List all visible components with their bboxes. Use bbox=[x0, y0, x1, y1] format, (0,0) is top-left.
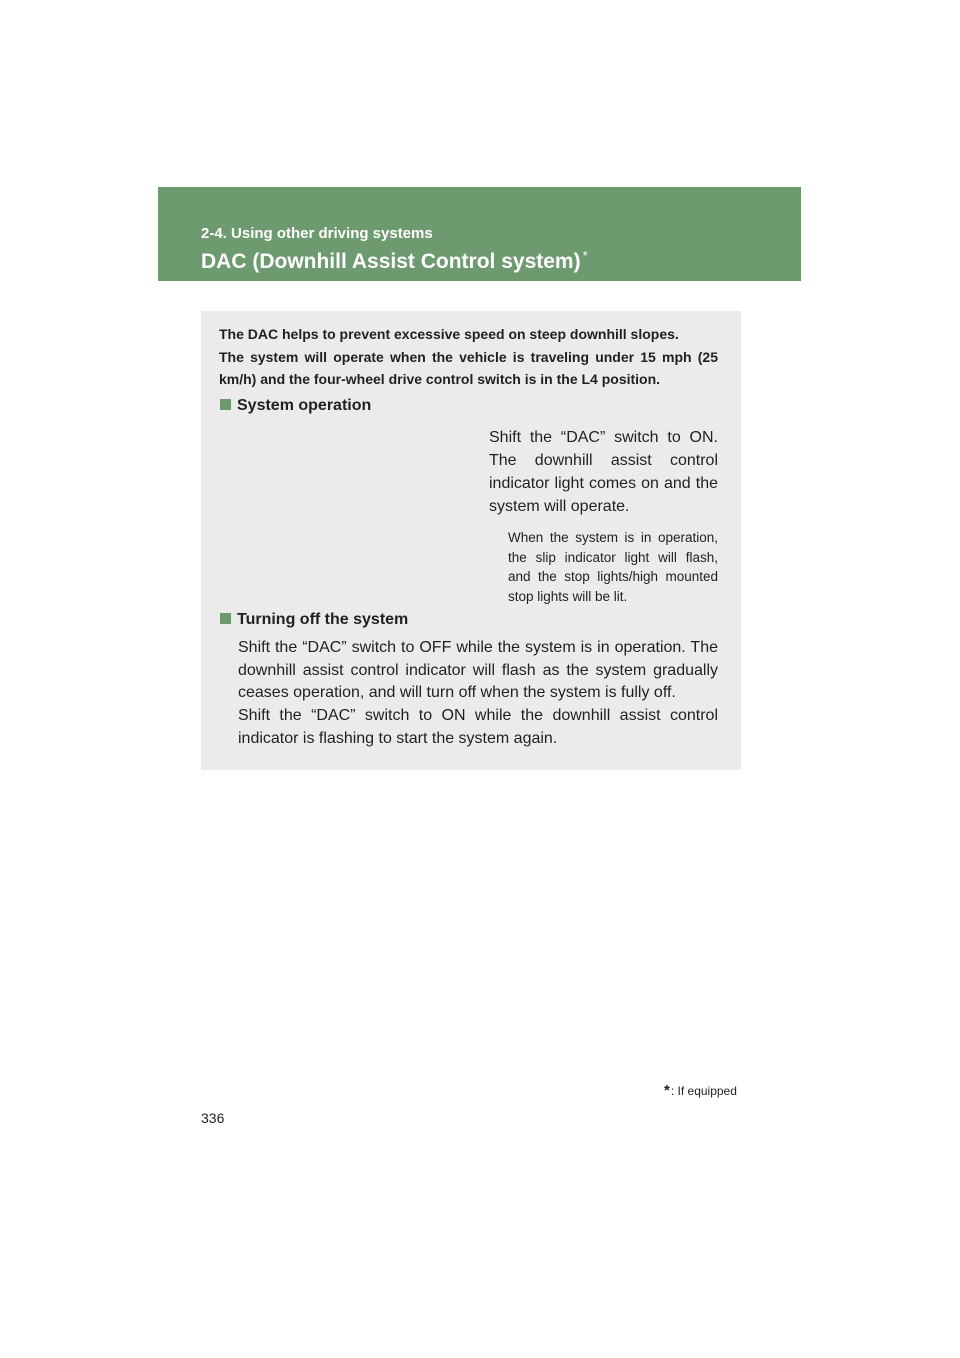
turning-off-heading-text: Turning off the system bbox=[237, 611, 409, 628]
intro-line-1: The DAC helps to prevent excessive speed on steep downhill slopes. bbox=[219, 326, 679, 342]
intro-line-2: The system will operate when the vehicle is traveling under 15 mph (25 km/h) and the four-wheel drive control switch is in the L4 position. bbox=[219, 348, 718, 387]
turning-off-heading bbox=[220, 611, 408, 629]
chapter-header-band bbox=[158, 187, 801, 281]
footnote-text: : If equipped bbox=[670, 1084, 737, 1098]
content-box bbox=[201, 311, 741, 770]
turning-off-body bbox=[238, 637, 718, 751]
system-operation-step-text: Shift the “DAC” switch to ON. The downhill assist control indicator light comes on and the system will operate. bbox=[489, 429, 718, 515]
turning-off-paragraph-2: Shift the “DAC” switch to ON while the downhill assist control indicator is flashing to start the system again. bbox=[238, 707, 718, 747]
page-title bbox=[201, 248, 588, 274]
system-operation-step bbox=[489, 426, 718, 518]
asterisk-icon: * bbox=[664, 1082, 670, 1099]
turning-off-paragraph-1: Shift the “DAC” switch to OFF while the system is in operation. The downhill assist control indicator will flash as the system gradually ceases operation, and will turn off when the system is fully off. bbox=[238, 639, 718, 702]
system-operation-heading-text: System operation bbox=[237, 397, 372, 414]
title-asterisk-icon: * bbox=[582, 248, 588, 263]
intro-text bbox=[219, 323, 718, 391]
square-bullet-icon bbox=[220, 613, 231, 624]
page-number: 336 bbox=[201, 1110, 225, 1126]
system-operation-heading bbox=[220, 397, 371, 415]
square-bullet-icon bbox=[220, 399, 231, 410]
page-title-text: DAC (Downhill Assist Control system) bbox=[201, 250, 581, 273]
footnote bbox=[664, 1082, 737, 1099]
system-operation-note: When the system is in operation, the slip indicator light will flash, and the stop lights/high mounted stop lights will be lit. bbox=[508, 530, 718, 604]
section-label: 2-4. Using other driving systems bbox=[201, 225, 433, 242]
